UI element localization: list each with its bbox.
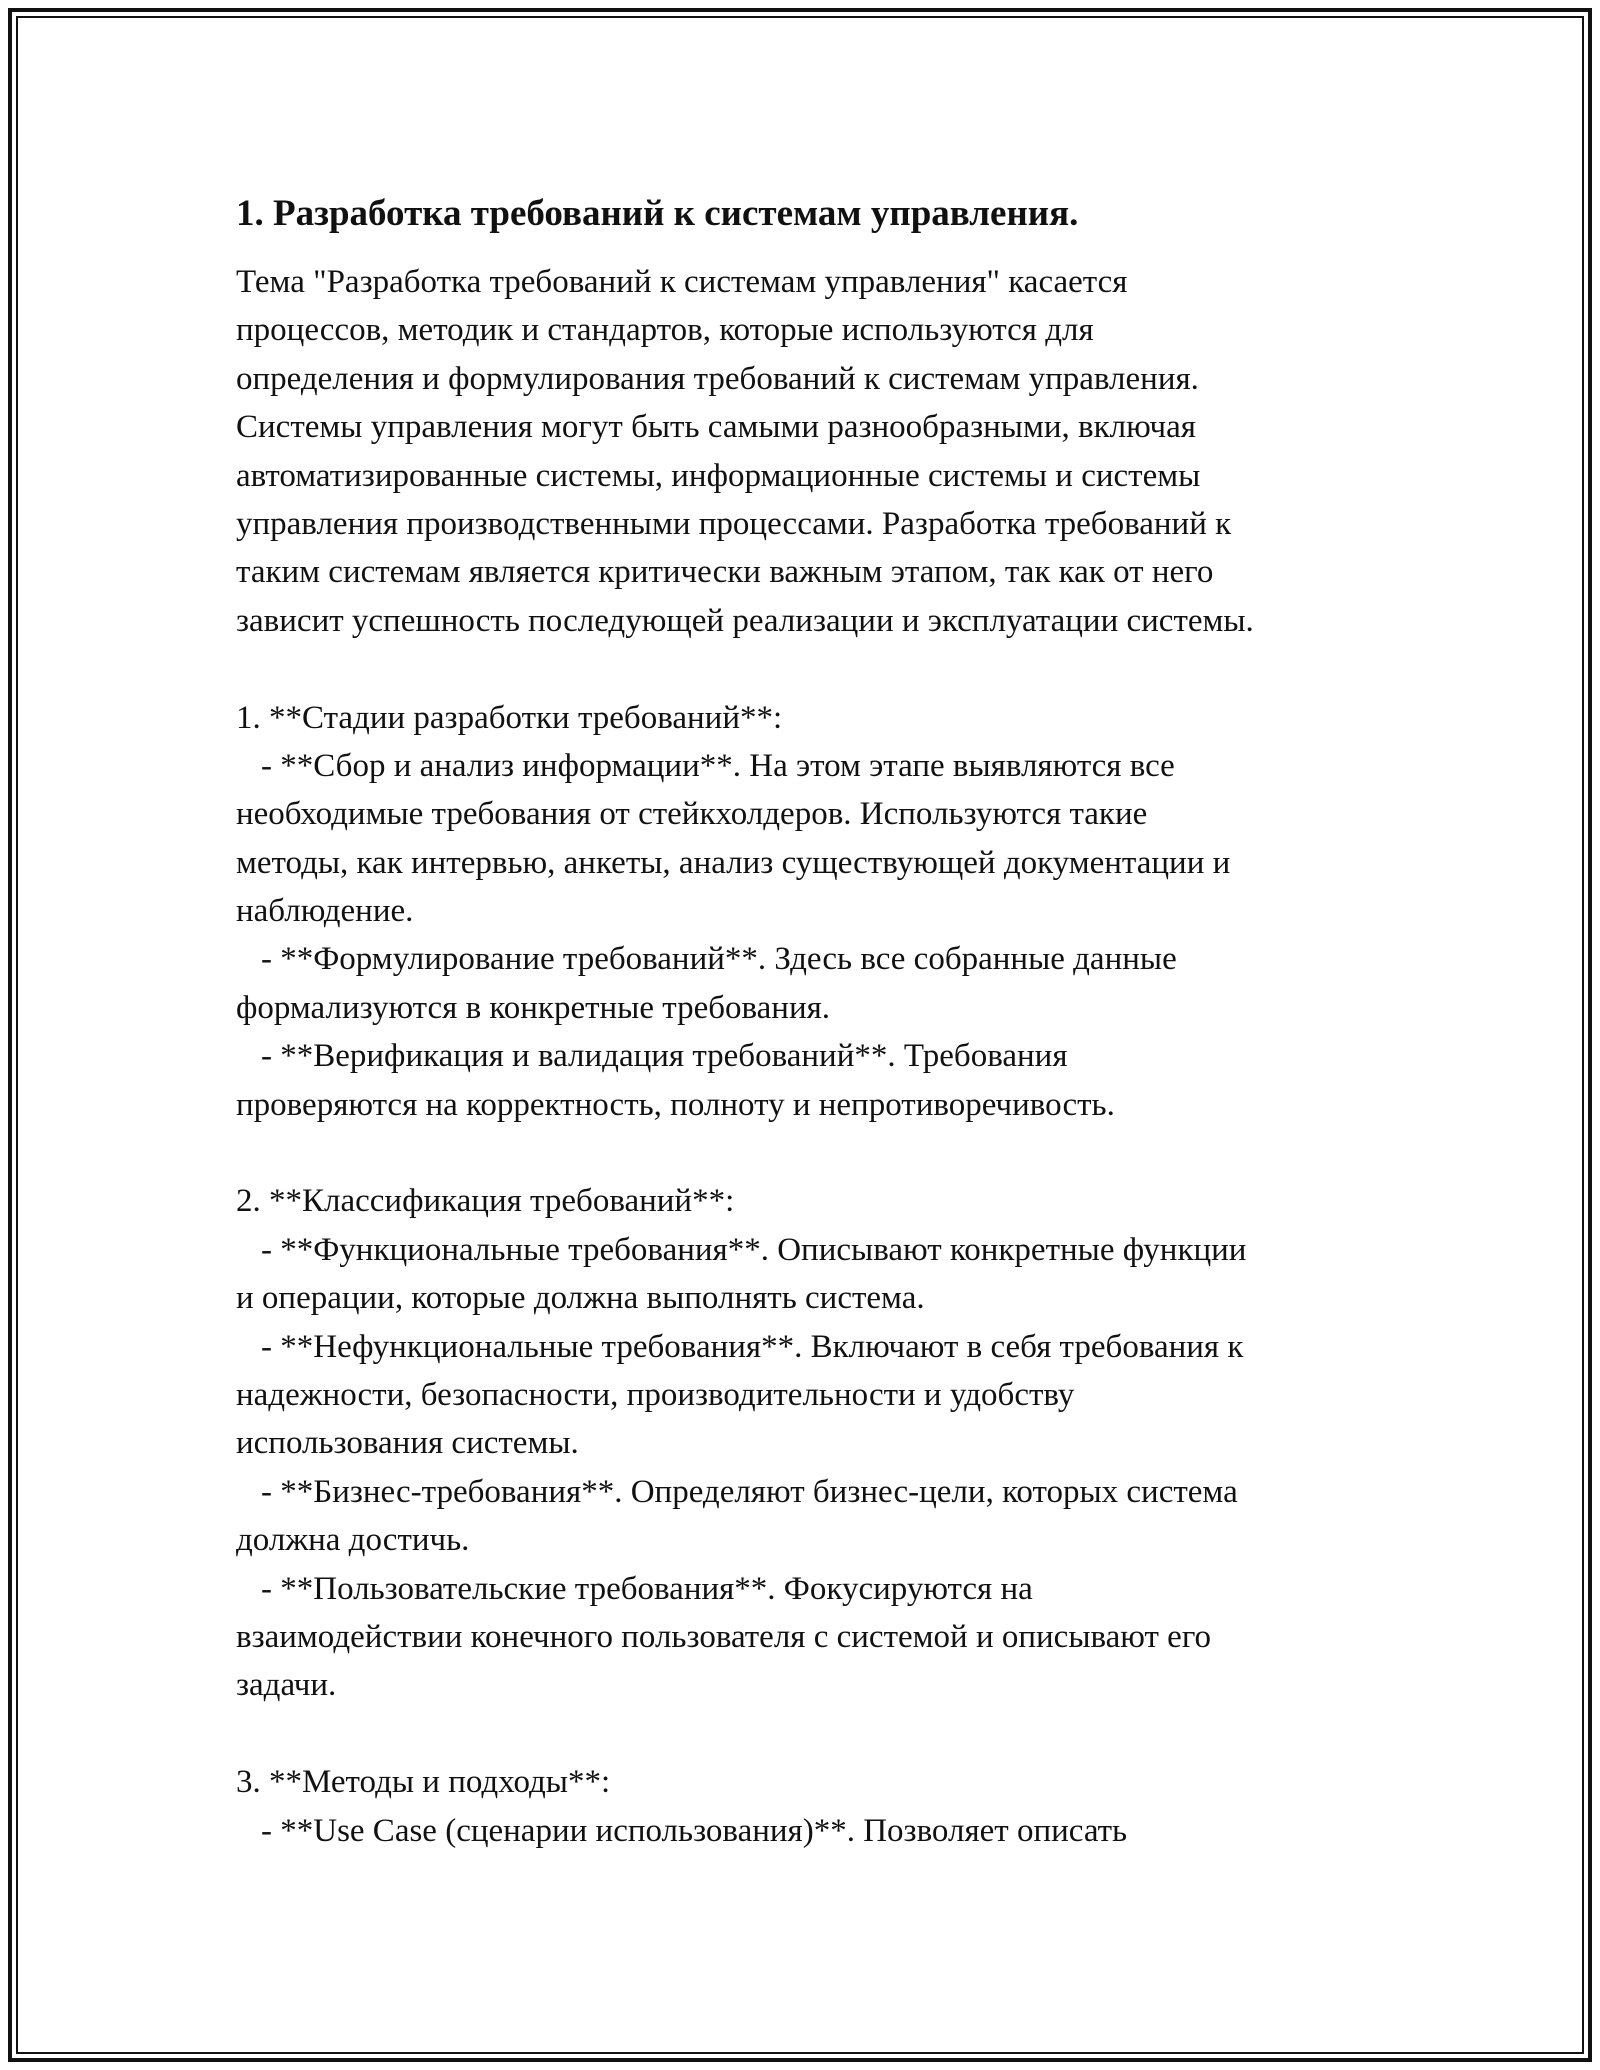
list-heading: 3. **Методы и подходы**: [236,1764,611,1801]
text-line: таким системам является критически важным этапом, так как от него [236,554,1214,591]
text-line: надежности, безопасности, производительности и удобству [236,1376,1075,1413]
list-item: - **Функциональные требования**. Описывают конкретные функции [261,1231,1247,1268]
text-line: необходимые требования от стейкхолдеров. Используются такие [236,796,1148,833]
text-line: Тема "Разработка требований к системам управления" касается [236,264,1128,300]
document-body [236,188,1396,1855]
list-item: - **Формулирование требований**. Здесь все собранные данные [261,941,1177,978]
text-line: процессов, методик и стандартов, которые используются для [236,312,1094,349]
list-item: - **Нефункциональные требования**. Включают в себя требования к [261,1328,1244,1365]
text-line: определения и формулирования требований к системам управления. [236,360,1199,397]
text-line: и операции, которые должна выполнять система. [236,1280,925,1317]
list-item: - **Бизнес-требования**. Определяют бизнес-цели, которых система [261,1473,1238,1510]
text-line: должна достичь. [236,1522,470,1559]
text-line: Системы управления могут быть самыми разнообразными, включая [236,409,1196,446]
text-line: зависит успешность последующей реализации и эксплуатации системы. [236,602,1254,639]
list-item: - **Use Case (сценарии использования)**. Позволяет описать [261,1812,1128,1849]
text-line: формализуются в конкретные требования. [236,989,831,1026]
blank-line [236,1710,1396,1758]
text-line: управления производственными процессами. Разработка требований к [236,505,1232,542]
list-item: - **Верификация и валидация требований**. Требования [261,1038,1068,1075]
list-item: - **Пользовательские требования**. Фокусируются на [261,1570,1033,1607]
text-line: использования системы. [236,1425,579,1462]
text-line: автоматизированные системы, информационные системы и системы [236,457,1201,494]
list-heading: 1. **Стадии разработки требований**: [236,699,783,736]
document-heading: 1. Разработка требований к системам управления. [236,193,1079,234]
text-line: задачи. [236,1667,337,1704]
list-item: - **Сбор и анализ информации**. На этом этапе выявляются все [261,747,1175,784]
text-line: проверяются на корректность, полноту и непротиворечивость. [236,1086,1115,1123]
text-line: взаимодействии конечного пользователя с системой и описывают его [236,1618,1212,1655]
text-line: наблюдение. [236,893,414,930]
list-heading: 2. **Классификация требований**: [236,1183,735,1220]
blank-line [236,1129,1396,1177]
blank-line [236,645,1396,693]
text-line: методы, как интервью, анкеты, анализ существующей документации и [236,844,1231,881]
